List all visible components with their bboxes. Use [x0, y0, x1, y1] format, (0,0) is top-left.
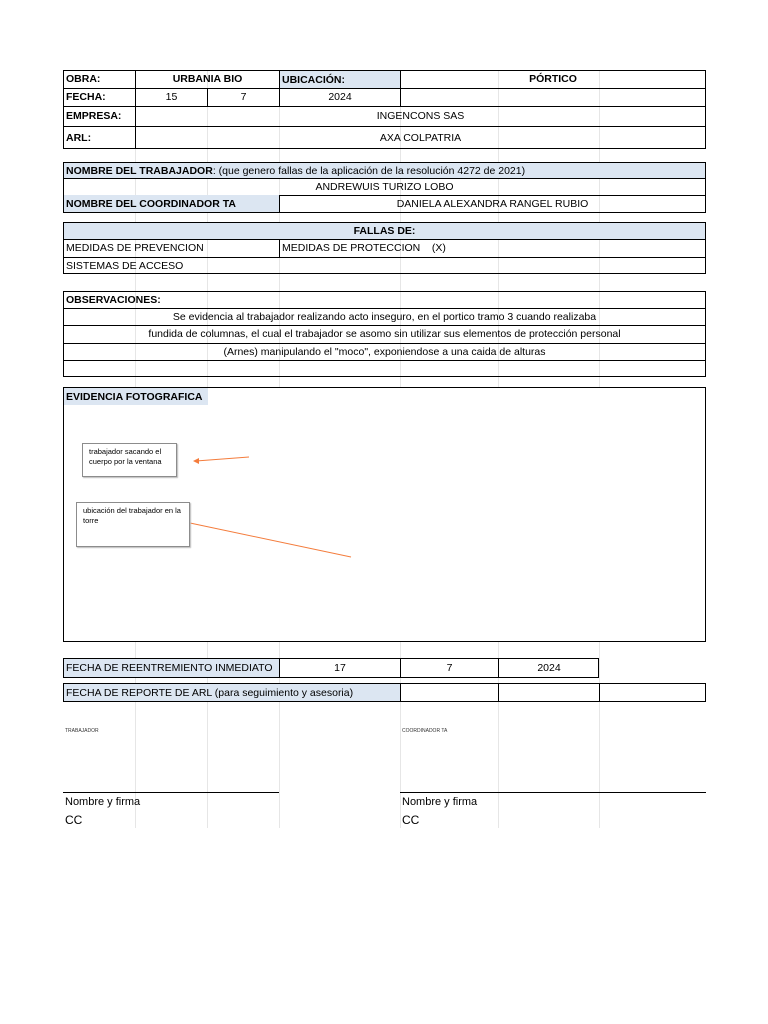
- arrow-1: [196, 457, 249, 461]
- trabajador-cc: CC: [65, 813, 83, 827]
- obra-value: URBANIA BIO: [172, 73, 243, 85]
- coordinador-cc: CC: [402, 813, 420, 827]
- trabajador-label: [64, 163, 705, 178]
- note-trabajador-ventana: trabajador sacando el cuerpo por la ventana: [82, 443, 177, 477]
- fecha-day: 15: [165, 91, 178, 103]
- obra-label: OBRA:: [66, 73, 101, 85]
- fecha-month: 7: [240, 91, 247, 103]
- arrow-1-head: [193, 458, 199, 464]
- observaciones-title: OBSERVACIONES:: [66, 293, 161, 306]
- trabajador-label-rest: : (que genero fallas de la aplicación de la resolución 4272 de 2021): [212, 164, 526, 177]
- note-ubicacion-torre: ubicación del trabajador en la torre: [76, 502, 190, 547]
- ubicacion-value: PÓRTICO: [529, 73, 577, 85]
- reentrenamiento-year: 2024: [537, 662, 561, 674]
- ubicacion-label: UBICACIÓN:: [280, 71, 400, 88]
- trabajador-label-bold: NOMBRE DEL TRABAJADOR: [66, 164, 213, 177]
- arrow-2: [190, 523, 351, 557]
- fallas-proteccion: MEDIDAS DE PROTECCION (X): [282, 242, 446, 254]
- worker-table: [63, 162, 706, 213]
- reentrenamiento-month: 7: [446, 662, 453, 674]
- header-table: [63, 70, 706, 149]
- arl-value: AXA COLPATRIA: [379, 131, 462, 144]
- observacion-line-3: (Arnes) manipulando el "moco", exponiendose a una caida de alturas: [223, 345, 546, 358]
- empresa-value: INGENCONS SAS: [376, 110, 465, 122]
- coordinador-label: NOMBRE DEL COORDINADOR TA: [64, 195, 279, 212]
- observacion-line-1: Se evidencia al trabajador realizando acto inseguro, en el portico tramo 3 cuando realizaba: [172, 310, 597, 323]
- coordinador-caption: COORDINADOR TA: [402, 728, 448, 734]
- reentrenamiento-table: [63, 658, 706, 678]
- fecha-year: 2024: [328, 91, 352, 103]
- coordinador-nombre-firma: Nombre y firma: [402, 796, 478, 808]
- reporte-label: FECHA DE REPORTE DE ARL (para seguimiento y asesoria): [64, 684, 400, 701]
- fallas-acceso: SISTEMAS DE ACCESO: [66, 259, 184, 272]
- fallas-prevencion: MEDIDAS DE PREVENCION: [66, 242, 204, 254]
- fecha-label: FECHA:: [66, 91, 106, 103]
- evidencia-section: [63, 387, 706, 642]
- firmas-section: [63, 720, 706, 830]
- reporte-table: [63, 683, 706, 702]
- arl-label: ARL:: [66, 131, 92, 144]
- trabajador-caption: TRABAJADOR: [65, 728, 99, 734]
- fallas-title: FALLAS DE:: [353, 225, 416, 237]
- trabajador-value: ANDREWUIS TURIZO LOBO: [315, 180, 454, 193]
- fallas-table: [63, 222, 706, 274]
- empresa-label: EMPRESA:: [66, 110, 122, 122]
- trabajador-nombre-firma: Nombre y firma: [65, 796, 141, 808]
- observacion-line-2: fundida de columnas, el cual el trabajador se asomo sin utilizar sus elementos de protección personal: [148, 328, 621, 340]
- evidencia-title: EVIDENCIA FOTOGRAFICA: [64, 388, 208, 405]
- reentrenamiento-label: FECHA DE REENTREMIENTO INMEDIATO: [64, 659, 279, 677]
- coordinador-value: DANIELA ALEXANDRA RANGEL RUBIO: [396, 198, 589, 210]
- reentrenamiento-day: 17: [334, 662, 346, 674]
- observaciones-table: [63, 291, 706, 377]
